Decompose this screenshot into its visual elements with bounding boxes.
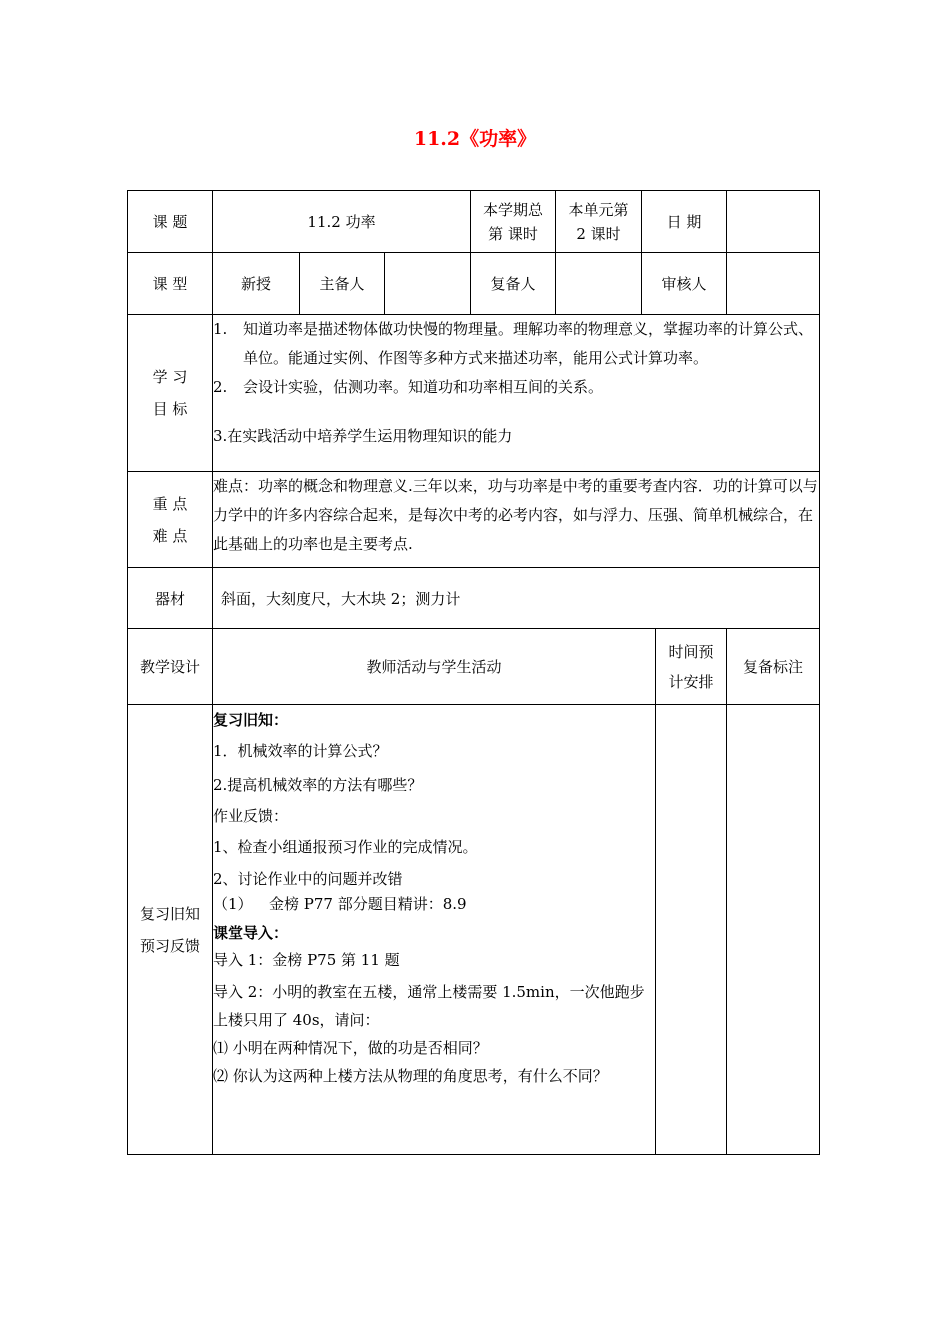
label-auditor: 审核人 — [642, 253, 727, 315]
feedback-item-1: 1、检查小组通报预习作业的完成情况。 — [213, 838, 478, 856]
row-review — [128, 705, 820, 1155]
label-reviewer: 复备人 — [471, 253, 556, 315]
intro-1: 导入 1：金榜 P75 第 11 题 — [213, 951, 400, 969]
lesson-plan-table — [127, 190, 820, 1155]
topic-value: 11.2 功率 — [213, 191, 471, 253]
objectives-content — [213, 315, 820, 472]
label-date: 日 期 — [642, 191, 727, 253]
label-keypoints: 重 点 难 点 — [128, 472, 213, 568]
review-question-2: 2.提高机械效率的方法有哪些？ — [213, 776, 423, 794]
intro-2: 导入 2：小明的教室在五楼，通常上楼需要 1.5min，一次他跑步上楼只用了 40s，请问： — [213, 983, 645, 1029]
preparer-value — [385, 253, 471, 315]
label-review: 复习旧知 预习反馈 — [128, 705, 213, 1155]
objective-2: 2. 会设计实验，估测功率。知道功和功率相互间的关系。 — [213, 378, 604, 396]
keypoints-content: 难点：功率的概念和物理意义.三年以来，功与功率是中考的重要考查内容．功的计算可以与力学中的许多内容综合起来，是每次中考的必考内容，如与浮力、压强、简单机械综合，在此基础上的功率也是主要考点. — [213, 472, 820, 568]
label-type: 课 型 — [128, 253, 213, 315]
label-equipment: 器材 — [128, 568, 213, 629]
unit-lesson-label: 本单元第 2 课时 — [556, 191, 642, 253]
header-notes: 复备标注 — [727, 629, 820, 705]
intro-heading: 课堂导入： — [213, 924, 289, 942]
label-objectives: 学 习 目 标 — [128, 315, 213, 472]
row-equipment — [128, 568, 820, 629]
row-topic — [128, 191, 820, 253]
semester-lesson-label: 本学期总 第 课时 — [471, 191, 556, 253]
label-preparer: 主备人 — [300, 253, 385, 315]
row-objectives — [128, 315, 820, 472]
review-question-1: 1．机械效率的计算公式？ — [213, 742, 388, 760]
review-notes-cell — [727, 705, 820, 1155]
feedback-heading: 作业反馈： — [213, 807, 289, 825]
objective-3: 3.在实践活动中培养学生运用物理知识的能力 — [213, 427, 513, 445]
header-activities: 教师活动与学生活动 — [213, 629, 656, 705]
review-heading: 复习旧知： — [213, 711, 289, 729]
row-keypoints — [128, 472, 820, 568]
label-topic: 课 题 — [128, 191, 213, 253]
row-type — [128, 253, 820, 315]
row-design-header — [128, 629, 820, 705]
header-time: 时间预 计安排 — [656, 629, 727, 705]
label-design: 教学设计 — [128, 629, 213, 705]
feedback-item-3: （1） 金榜 P77 部分题目精讲：8.9 — [213, 895, 467, 913]
review-content — [213, 705, 656, 1155]
document-title: 11.2《功率》 — [413, 128, 537, 150]
feedback-item-2: 2、讨论作业中的问题并改错 — [213, 870, 403, 888]
date-value — [727, 191, 820, 253]
type-value: 新授 — [213, 253, 300, 315]
reviewer-value — [556, 253, 642, 315]
intro-subquestion-1: ⑴ 小明在两种情况下，做的功是否相同？ — [213, 1039, 488, 1057]
equipment-content: 斜面，大刻度尺，大木块 2；测力计 — [213, 568, 820, 629]
objective-1: 1. 知道功率是描述物体做功快慢的物理量。理解功率的物理意义，掌握功率的计算公式、单位。能通过实例、作图等多种方式来描述功率，能用公式计算功率。 — [213, 320, 814, 367]
review-time-cell — [656, 705, 727, 1155]
auditor-value — [727, 253, 820, 315]
intro-subquestion-2: ⑵ 你认为这两种上楼方法从物理的角度思考，有什么不同？ — [213, 1067, 608, 1085]
